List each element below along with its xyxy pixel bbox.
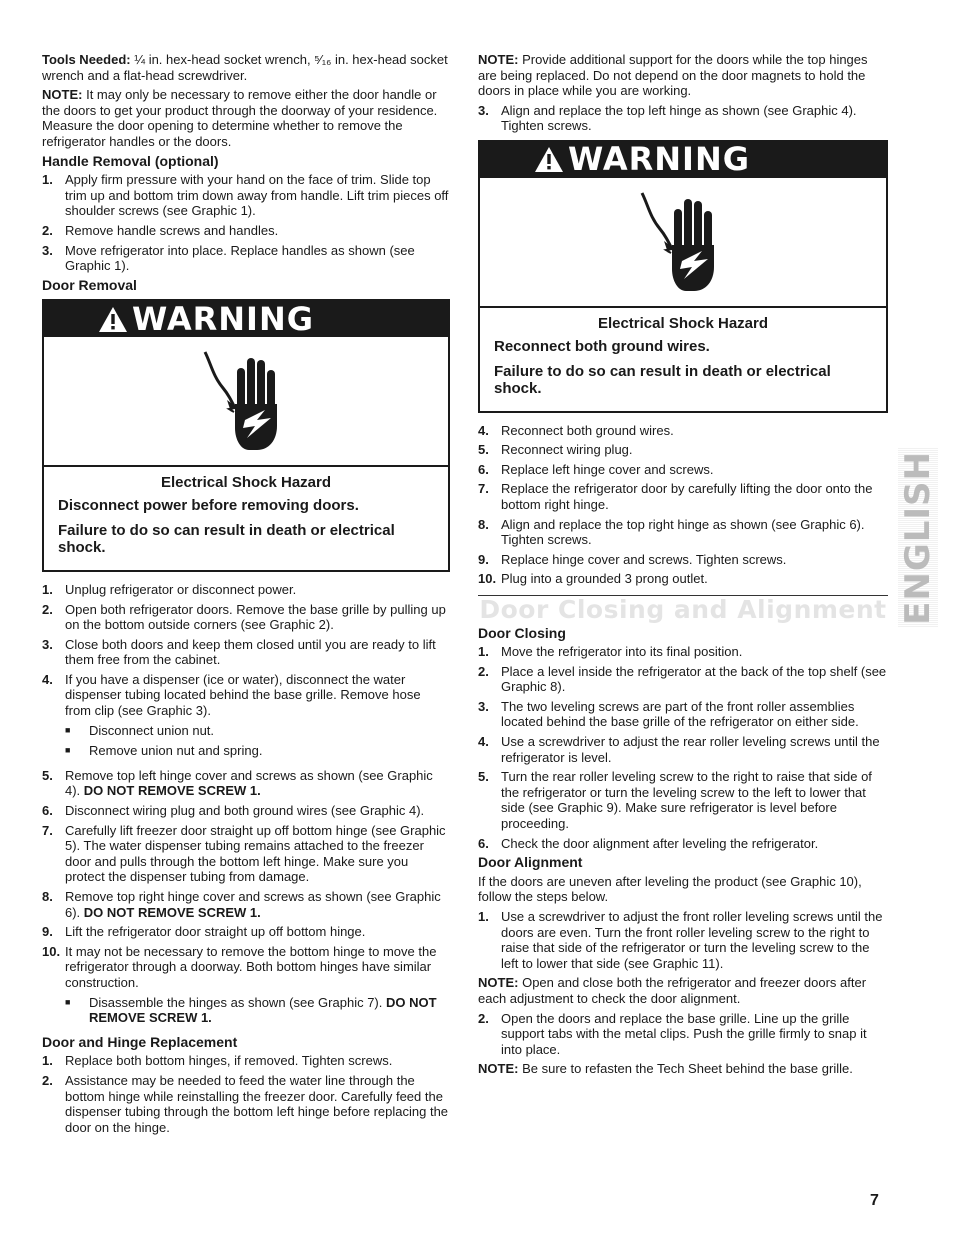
list-item: 1. Use a screwdriver to adjust the front roller leveling screws until the doors are even. Turn the front roller leveling screw to the right to raise that side of the refrigerator or turn the leveling screw to the left to lower that side (see Graphic 11). bbox=[478, 909, 883, 971]
hinge-replacement-steps bbox=[42, 1053, 450, 1135]
list-item: 7. Replace the refrigerator door by carefully lifting the door onto the bottom right hinge. bbox=[478, 481, 873, 512]
list-item: 8. Align and replace the top right hinge as shown (see Graphic 6). Tighten screws. bbox=[478, 516, 865, 548]
list-item: 3. Close both doors and keep them closed until you are ready to lift them free from the cabinet. bbox=[42, 636, 436, 668]
list-item: 2. Place a level inside the refrigerator at the back of the top shelf (see Graphic 8). bbox=[478, 663, 887, 695]
warning-line-1: Reconnect both ground wires. bbox=[494, 337, 710, 355]
door-removal-heading: Door Removal bbox=[42, 276, 137, 293]
list-item: 6. Check the door alignment after leveling the refrigerator. bbox=[478, 835, 819, 851]
warning-box-disconnect-power bbox=[42, 299, 450, 572]
language-label: ENGLISH bbox=[898, 451, 938, 625]
section-title: Door Closing and Alignment bbox=[479, 594, 887, 624]
list-item: 6. Replace left hinge cover and screws. bbox=[478, 461, 714, 477]
list-item: 8. Remove top right hinge cover and screws as shown (see Graphic 6). DO NOT REMOVE SCREW 1. bbox=[42, 889, 441, 920]
list-item: 4. If you have a dispenser (ice or water), disconnect the water dispenser tubing located behind the base grille. Remove hose from clip (see Graphic 3). ■ Disconnect union nut. ■ Remove union nut and spring. bbox=[42, 672, 450, 764]
handle-removal-steps bbox=[42, 172, 450, 274]
list-item: 1. Replace both bottom hinges, if removed. Tighten screws. bbox=[42, 1053, 393, 1069]
list-item: 4. Reconnect both ground wires. bbox=[478, 422, 674, 438]
language-side-tab bbox=[898, 448, 938, 628]
bullet-square-icon: ■ bbox=[65, 724, 71, 735]
warning-box-ground-wires bbox=[478, 140, 888, 413]
door-closing-heading: Door Closing bbox=[478, 624, 566, 641]
list-item: 9. Lift the refrigerator door straight up off bottom hinge. bbox=[42, 924, 366, 940]
warning-line-1: Disconnect power before removing doors. bbox=[58, 496, 359, 514]
note-tech-sheet: NOTE: Be sure to refasten the Tech Sheet behind the base grille. bbox=[478, 1061, 853, 1077]
door-hinge-replacement-heading: Door and Hinge Replacement bbox=[42, 1033, 238, 1050]
hazard-label: Electrical Shock Hazard bbox=[160, 474, 332, 492]
warning-line-2: Failure to do so can result in death or electrical shock. bbox=[58, 521, 395, 556]
warning-header bbox=[480, 142, 886, 178]
door-removal-steps bbox=[42, 582, 450, 1031]
tools-needed: Tools Needed: ¼ in. hex-head socket wrench, ⁵⁄₁₆ in. hex-head socket wrench and a flat-head screwdriver. bbox=[42, 52, 448, 83]
list-item: ■ Disconnect union nut. bbox=[65, 722, 215, 738]
list-item: 10. It may not be necessary to remove the bottom hinge to move the refrigerator through a doorway. Both bottom hinges have similar construction. ■ Disassemble the hinges as shown (see Graphic 7). DO NOT REMOVE SCREW 1. bbox=[42, 944, 450, 1031]
list-item: ■ Disassemble the hinges as shown (see Graphic 7). DO NOT REMOVE SCREW 1. bbox=[65, 994, 437, 1026]
list-item: 4. Use a screwdriver to adjust the rear roller leveling screws until the refrigerator is level. bbox=[478, 734, 880, 765]
list-item: 10. Plug into a grounded 3 prong outlet. bbox=[478, 571, 708, 587]
warning-line-2: Failure to do so can result in death or electrical shock. bbox=[494, 362, 831, 397]
alignment-intro: If the doors are uneven after leveling the product (see Graphic 10), follow the steps below. bbox=[478, 873, 862, 905]
door-closing-steps bbox=[478, 644, 888, 851]
bullet-square-icon: ■ bbox=[65, 996, 71, 1007]
note-handle-or-doors: NOTE: It may only be necessary to remove either the door handle or the doors to get your product through the doorway of your residence. Measure the door opening to determine whether to remove the refrigerator handles or the doors. bbox=[42, 87, 438, 149]
list-item: 5. Reconnect wiring plug. bbox=[478, 442, 633, 458]
right-column bbox=[478, 52, 888, 1081]
warning-triangle-icon bbox=[534, 146, 564, 173]
hand-electrical-shock-icon bbox=[638, 187, 728, 297]
list-item: 3. Move refrigerator into place. Replace handles as shown (see Graphic 1). bbox=[42, 242, 415, 274]
page-number: 7 bbox=[870, 1192, 879, 1209]
warning-title: WARNING bbox=[568, 140, 750, 179]
list-item: 3. Align and replace the top left hinge as shown (see Graphic 4). Tighten screws. bbox=[478, 102, 857, 134]
hand-electrical-shock-icon bbox=[201, 346, 291, 456]
list-item: 5. Turn the rear roller leveling screw to the right to raise that side of the refrigerator or turn the leveling screw to the left to lower that side (see Graphic 9). Make sure refrigerator is level before proceeding. bbox=[478, 769, 872, 832]
bullet-square-icon: ■ bbox=[65, 745, 71, 756]
list-item: 1. Apply firm pressure with your hand on the face of trim. Slide top trim up and bottom trim down away from handle. Lift trim pieces off shoulder screws (see Graphic 1). bbox=[42, 172, 449, 219]
list-item: 9. Replace hinge cover and screws. Tighten screws. bbox=[478, 551, 787, 567]
list-item: 5. Remove top left hinge cover and screws as shown (see Graphic 4). DO NOT REMOVE SCREW 1. bbox=[42, 767, 433, 799]
warning-triangle-icon bbox=[98, 306, 128, 333]
note-check-alignment: NOTE: Open and close both the refrigerator and freezer doors after each adjustment to check the door alignment. bbox=[478, 975, 867, 1006]
left-column bbox=[42, 52, 450, 1139]
warning-header bbox=[44, 301, 448, 337]
hazard-label: Electrical Shock Hazard bbox=[597, 314, 769, 332]
list-item: 7. Carefully lift freezer door straight up off bottom hinge (see Graphic 5). The water dispenser tubing remains attached to the freezer door and pulls through the bottom left hinge. Make sure you protect the dispenser tubing from damage. bbox=[42, 822, 446, 885]
list-item: 1. Move the refrigerator into its final position. bbox=[478, 644, 743, 660]
door-alignment-heading: Door Alignment bbox=[478, 854, 583, 871]
note-door-support: NOTE: Provide additional support for the doors while the top hinges are being replaced. Do not depend on the door magnets to hold the doors in place while you are working. bbox=[478, 52, 868, 99]
list-item: 2. Open the doors and replace the base grille. Line up the grille support tabs with the metal clips. Push the grille firmly to snap it into place. bbox=[478, 1010, 867, 1057]
list-item: 1. Unplug refrigerator or disconnect power. bbox=[42, 581, 297, 597]
list-item: ■ Remove union nut and spring. bbox=[65, 743, 263, 759]
list-item: 6. Disconnect wiring plug and both ground wires (see Graphic 4). bbox=[42, 803, 425, 819]
list-item: 3. The two leveling screws are part of the front roller assemblies located behind the base grille of the refrigerator on either side. bbox=[478, 698, 859, 730]
reassembly-steps bbox=[478, 423, 888, 587]
list-item: 2. Remove handle screws and handles. bbox=[42, 222, 279, 238]
handle-removal-heading: Handle Removal (optional) bbox=[42, 152, 219, 169]
list-item: 2. Assistance may be needed to feed the water line through the bottom hinge while reinstalling the freezer door. Carefully feed the dispenser tubing through the bottom left hinge before replacing the door on the hinge. bbox=[42, 1072, 449, 1135]
warning-title: WARNING bbox=[132, 299, 314, 338]
list-item: 2. Open both refrigerator doors. Remove the base grille by pulling up on the bottom outside corners (see Graphic 2). bbox=[42, 601, 446, 633]
